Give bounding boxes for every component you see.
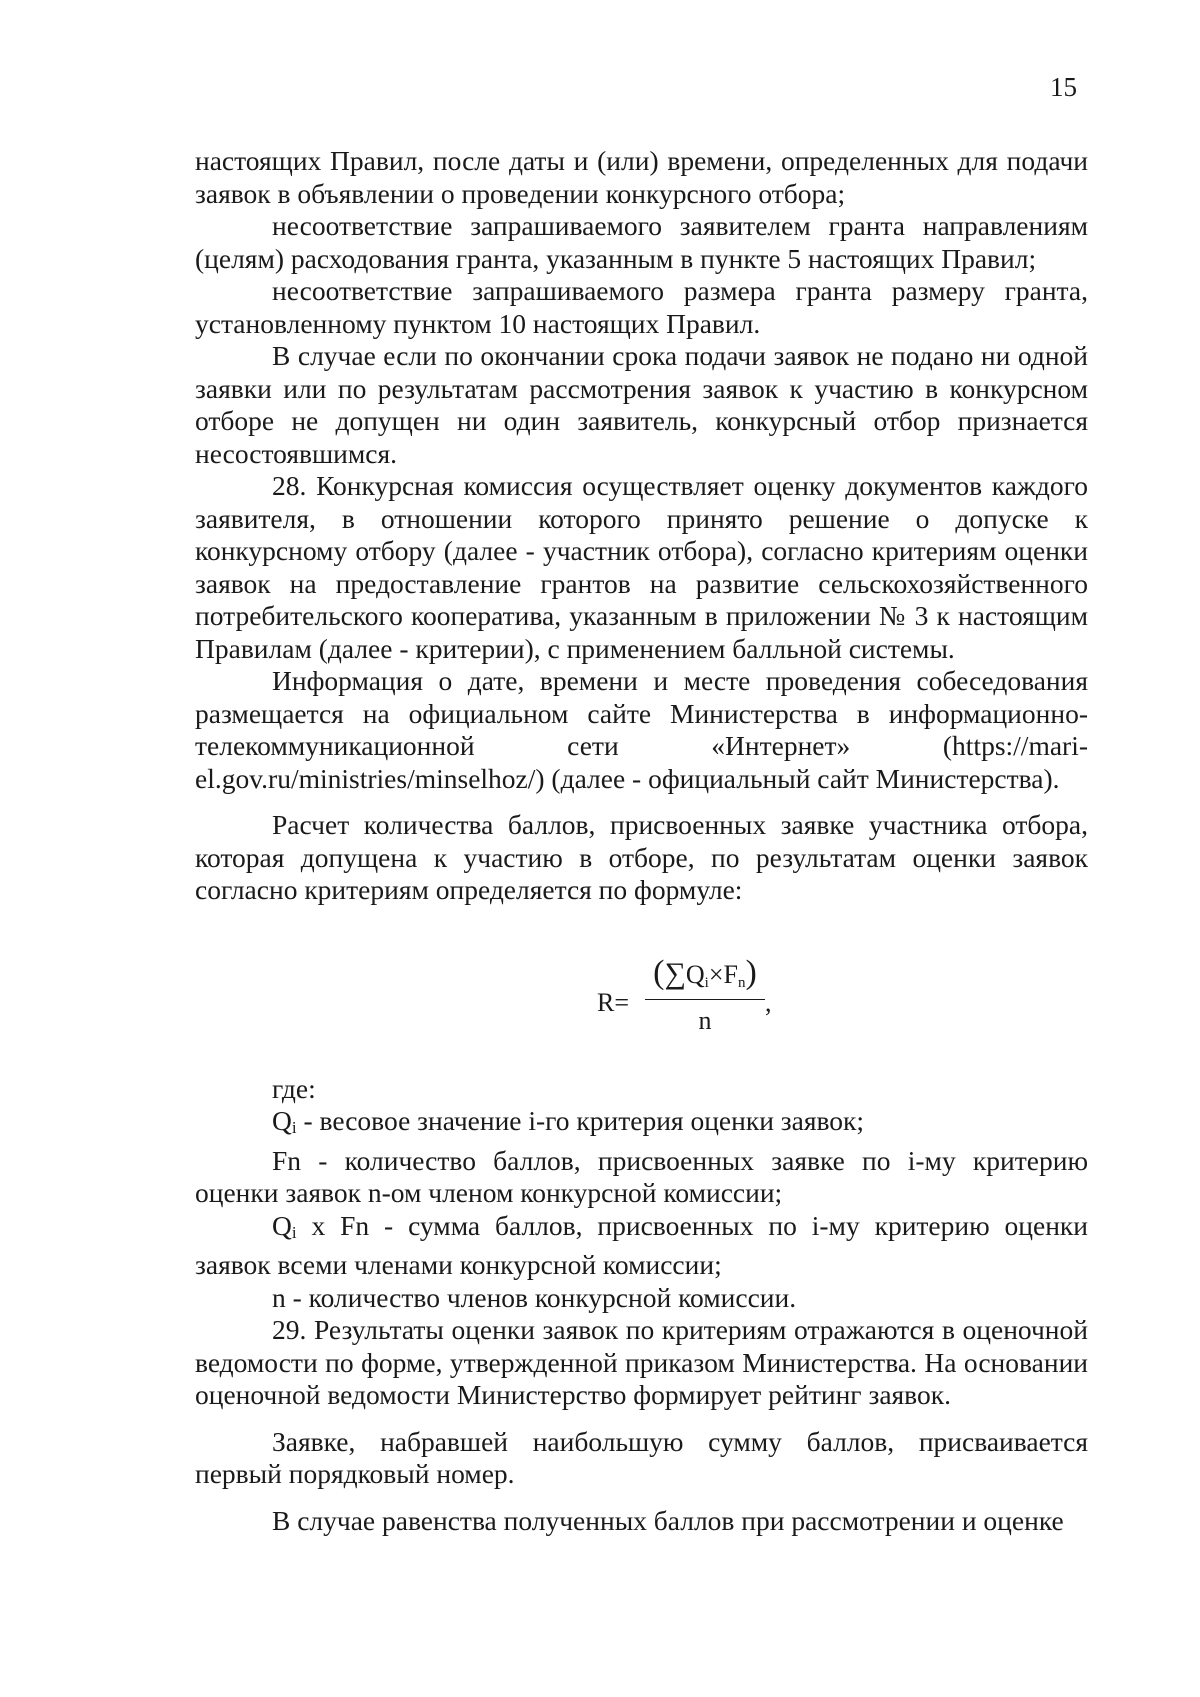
- paragraph: Информация о дате, времени и месте проведения собеседования размещается на официальном сайте Министерства в информационно-телекоммуникационной сети «Интернет» (https://mari-el.gov.ru/ministries/minselhoz/) (далее - официальный сайт Министерства).: [195, 665, 1088, 794]
- definition-text: - весовое значение i-го критерия оценки заявок;: [296, 1105, 865, 1136]
- paragraph: несоответствие запрашиваемого заявителем гранта направлениям (целям) расходования гранта, указанным в пункте 5 настоящих Правил;: [195, 210, 1088, 274]
- paragraph: настоящих Правил, после даты и (или) времени, определенных для подачи заявок в объявлении о проведении конкурсного отбора;: [195, 145, 1088, 209]
- symbol-q-sub: i: [291, 1222, 297, 1242]
- paragraph-item-28: 28. Конкурсная комиссия осуществляет оценку документов каждого заявителя, в отношении которого принято решение о допуске к конкурсному отбору (далее - участник отбора), согласно критериям оценки заявок на предоставление грантов на развитие сельскохозяйственного потребительского кооператива, указанным в приложении № 3 к настоящим Правилам (далее - критерии), с применением балльной системы.: [195, 470, 1088, 664]
- formula-f-sub: n: [737, 974, 746, 991]
- page-number: 15: [1050, 72, 1077, 102]
- formula-expression: [597, 943, 917, 1053]
- paragraph: где:: [272, 1072, 316, 1104]
- formula-denominator: n: [698, 1005, 712, 1035]
- paragraph: В случае равенства полученных баллов при рассмотрении и оценке: [272, 1504, 1064, 1536]
- sum-symbol: ∑: [664, 956, 686, 990]
- fraction-bar: [645, 999, 765, 1000]
- score-formula: [195, 943, 1088, 1053]
- formula-numerator: [645, 953, 765, 1000]
- definition-n: n - количество членов конкурсной комиссии.: [272, 1281, 797, 1313]
- paragraph-item-29: 29. Результаты оценки заявок по критериям отражаются в оценочной ведомости по форме, утвержденной приказом Министерства. На основании оценочной ведомости Министерство формирует рейтинг заявок.: [195, 1314, 1088, 1410]
- formula-comma: ,: [765, 987, 772, 1017]
- definition-fn: Fn - количество баллов, присвоенных заявке по i-му критерию оценки заявок n-ом членом конкурсной комиссии;: [195, 1144, 1088, 1208]
- formula-close-paren: ): [745, 953, 757, 991]
- definition-text: x Fn - сумма баллов, присвоенных по i-му критерию оценки заявок всеми членами конкурсной комиссии;: [195, 1209, 1088, 1280]
- formula-q-sub: i: [704, 974, 709, 991]
- symbol-q-sub: i: [291, 1118, 297, 1137]
- definition-qi-fn: [195, 1210, 1088, 1282]
- paragraph: Заявке, набравшей наибольшую сумму баллов, присваивается первый порядковый номер.: [195, 1425, 1088, 1489]
- symbol-q: Q: [272, 1105, 292, 1136]
- paragraph: несоответствие запрашиваемого размера гранта размеру гранта, установленному пунктом 10 настоящих Правил.: [195, 275, 1088, 339]
- formula-open-paren: (: [653, 953, 665, 991]
- formula-f: F: [723, 959, 738, 989]
- paragraph: Расчет количества баллов, присвоенных заявке участника отбора, которая допущена к участию в отборе, по результатам оценки заявок согласно критериям определяется по формуле:: [195, 809, 1088, 905]
- formula-times: ×: [708, 959, 724, 989]
- paragraph: В случае если по окончании срока подачи заявок не подано ни одной заявки или по результатам рассмотрения заявок к участию в конкурсном отборе не допущен ни один заявитель, конкурсный отбор признается несостоявшимся.: [195, 340, 1088, 469]
- symbol-q: Q: [272, 1209, 292, 1241]
- document-body: [195, 145, 1088, 1537]
- definition-qi: [195, 1105, 1088, 1145]
- formula-q: Q: [685, 959, 705, 989]
- formula-lhs: R=: [597, 987, 630, 1017]
